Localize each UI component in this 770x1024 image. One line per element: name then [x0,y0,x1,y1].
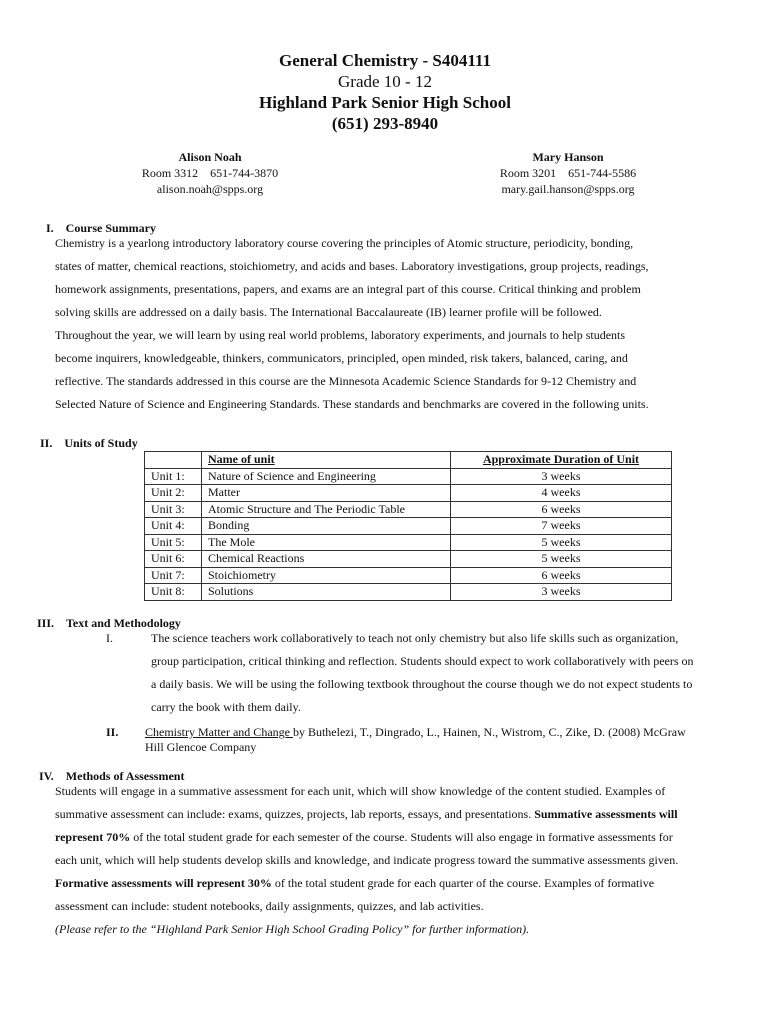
section-4-title: Methods of Assessment [65,769,185,783]
formative-weight: Formative assessments will represent 30% [55,876,272,890]
unit-number: Unit 7: [145,567,202,584]
table-row [145,468,672,485]
assessment-line-text: summative assessment can include: exams, quizzes, projects, lab reports, essays, and presentations. [55,807,535,821]
teacher-1-phone: 651-744-3870 [210,166,279,180]
section-4-numeral: IV. [39,769,54,783]
unit-number: Unit 1: [145,468,202,485]
item-1-numeral: I. [106,631,113,645]
section-3-numeral: III. [37,616,55,630]
summary-line: homework assignments, presentations, papers, and exams are an integral part of this course. Critical thinking and problem [55,282,641,296]
section-2-heading [40,436,138,451]
unit-duration: 5 weeks [451,534,672,551]
course-summary [55,232,755,416]
section-2-numeral: II. [40,436,53,450]
methodology-text [151,627,751,719]
assessment-line: assessment can include: student notebooks, daily assignments, quizzes, and lab activities. [55,899,484,913]
table-row [145,584,672,601]
teacher-2-phone: 651-744-5586 [568,166,637,180]
summary-line: reflective. The standards addressed in this course are the Minnesota Academic Science Standards for 9-12 Chemistry and [55,374,637,388]
textbook-citation [145,725,745,755]
section-1-title: Course Summary [65,221,156,235]
unit-number: Unit 3: [145,501,202,518]
unit-number: Unit 5: [145,534,202,551]
textbook-title: Chemistry Matter and Change [145,725,293,739]
teacher-2-email[interactable]: mary.gail.hanson@spps.org [501,182,635,196]
summative-weight-value: represent 70% [55,830,131,844]
unit-name: Bonding [202,518,451,535]
unit-name: Solutions [202,584,451,601]
unit-number: Unit 4: [145,518,202,535]
grading-policy-note: (Please refer to the “Highland Park Senior High School Grading Policy” for further information). [55,922,530,936]
table-row [145,567,672,584]
item-2-numeral: II. [106,725,119,739]
assessment-line-text: of the total student grade for each semester of the course. Students will also engage in formative assessments for [130,830,673,844]
summative-weight-label: Summative assessments will [534,807,678,821]
summary-line: states of matter, chemical reactions, stoichiometry, and acids and bases. Laboratory investigations, group projects, readings, [55,259,649,273]
unit-duration: 6 weeks [451,567,672,584]
methodology-line: The science teachers work collaboratively to teach not only chemistry but also life skills such as organization, [151,631,679,645]
assessment-line [55,826,760,849]
teacher-1-name: Alison Noah [178,150,242,164]
section-1-numeral: I. [46,221,54,235]
unit-name: Atomic Structure and The Periodic Table [202,501,451,518]
table-row [145,518,672,535]
table-row [145,485,672,502]
table-row [145,501,672,518]
summary-line: Selected Nature of Science and Engineering Standards. These standards and benchmarks are covered in the following units. [55,397,649,411]
teacher-2-room: Room 3201 [499,166,557,180]
header-blank-cell [145,452,202,469]
unit-duration: 6 weeks [451,501,672,518]
unit-duration: 5 weeks [451,551,672,568]
teacher-1-email[interactable]: alison.noah@spps.org [156,182,264,196]
methodology-line: a daily basis. We will be using the following textbook throughout the course though we do not expect students to [151,677,693,691]
section-3-title: Text and Methodology [66,616,181,630]
units-table [144,451,672,601]
header-duration: Approximate Duration of Unit [451,452,672,469]
unit-number: Unit 6: [145,551,202,568]
assessment-line [55,872,760,895]
unit-duration: 7 weeks [451,518,672,535]
methodology-line: carry the book with them daily. [151,700,301,714]
school-phone: (651) 293-8940 [331,114,439,133]
assessment-text [55,780,760,941]
summary-line: solving skills are addressed on a daily basis. The International Baccalaureate (IB) learner profile will be followed. [55,305,602,319]
school-name: Highland Park Senior High School [259,93,511,112]
teacher-2 [468,149,668,197]
summary-line: become inquirers, knowledgeable, thinkers, communicators, principled, open minded, risk takers, balanced, caring, and [55,351,628,365]
unit-name: Stoichiometry [202,567,451,584]
teacher-1 [110,149,310,197]
unit-name: Chemical Reactions [202,551,451,568]
unit-number: Unit 8: [145,584,202,601]
assessment-line: Students will engage in a summative assessment for each unit, which will show knowledge of the content studied. Examples of [55,784,666,798]
header-unit-name: Name of unit [202,452,451,469]
unit-duration: 4 weeks [451,485,672,502]
units-table-header [145,452,672,469]
course-title: General Chemistry - S404111 [278,51,491,70]
summary-line: Throughout the year, we will learn by using real world problems, laboratory experiments, and journals to help students [55,328,626,342]
table-row [145,551,672,568]
summary-line: Chemistry is a yearlong introductory laboratory course covering the principles of Atomic structure, periodicity, bonding, [55,236,634,250]
teacher-1-room: Room 3312 [141,166,199,180]
assessment-line-text: of the total student grade for each quarter of the course. Examples of formative [271,876,655,890]
unit-name: Matter [202,485,451,502]
table-row [145,534,672,551]
textbook-authors: by Buthelezi, T., Dingrado, L., Hainen, N., Wistrom, C., Zike, D. (2008) McGraw [292,725,686,739]
unit-name: The Mole [202,534,451,551]
section-2-title: Units of Study [64,436,138,450]
assessment-line [55,803,760,826]
grade-range: Grade 10 - 12 [338,72,432,91]
textbook-publisher: Hill Glencoe Company [145,740,257,754]
unit-number: Unit 2: [145,485,202,502]
unit-duration: 3 weeks [451,468,672,485]
unit-name: Nature of Science and Engineering [202,468,451,485]
methodology-line: group participation, critical thinking and reflection. Students should expect to work collaboratively with peers on [151,654,694,668]
teacher-2-name: Mary Hanson [532,150,604,164]
assessment-line: each unit, which will help students develop skills and knowledge, and indicate progress toward the summative assessments given. [55,853,679,867]
unit-duration: 3 weeks [451,584,672,601]
